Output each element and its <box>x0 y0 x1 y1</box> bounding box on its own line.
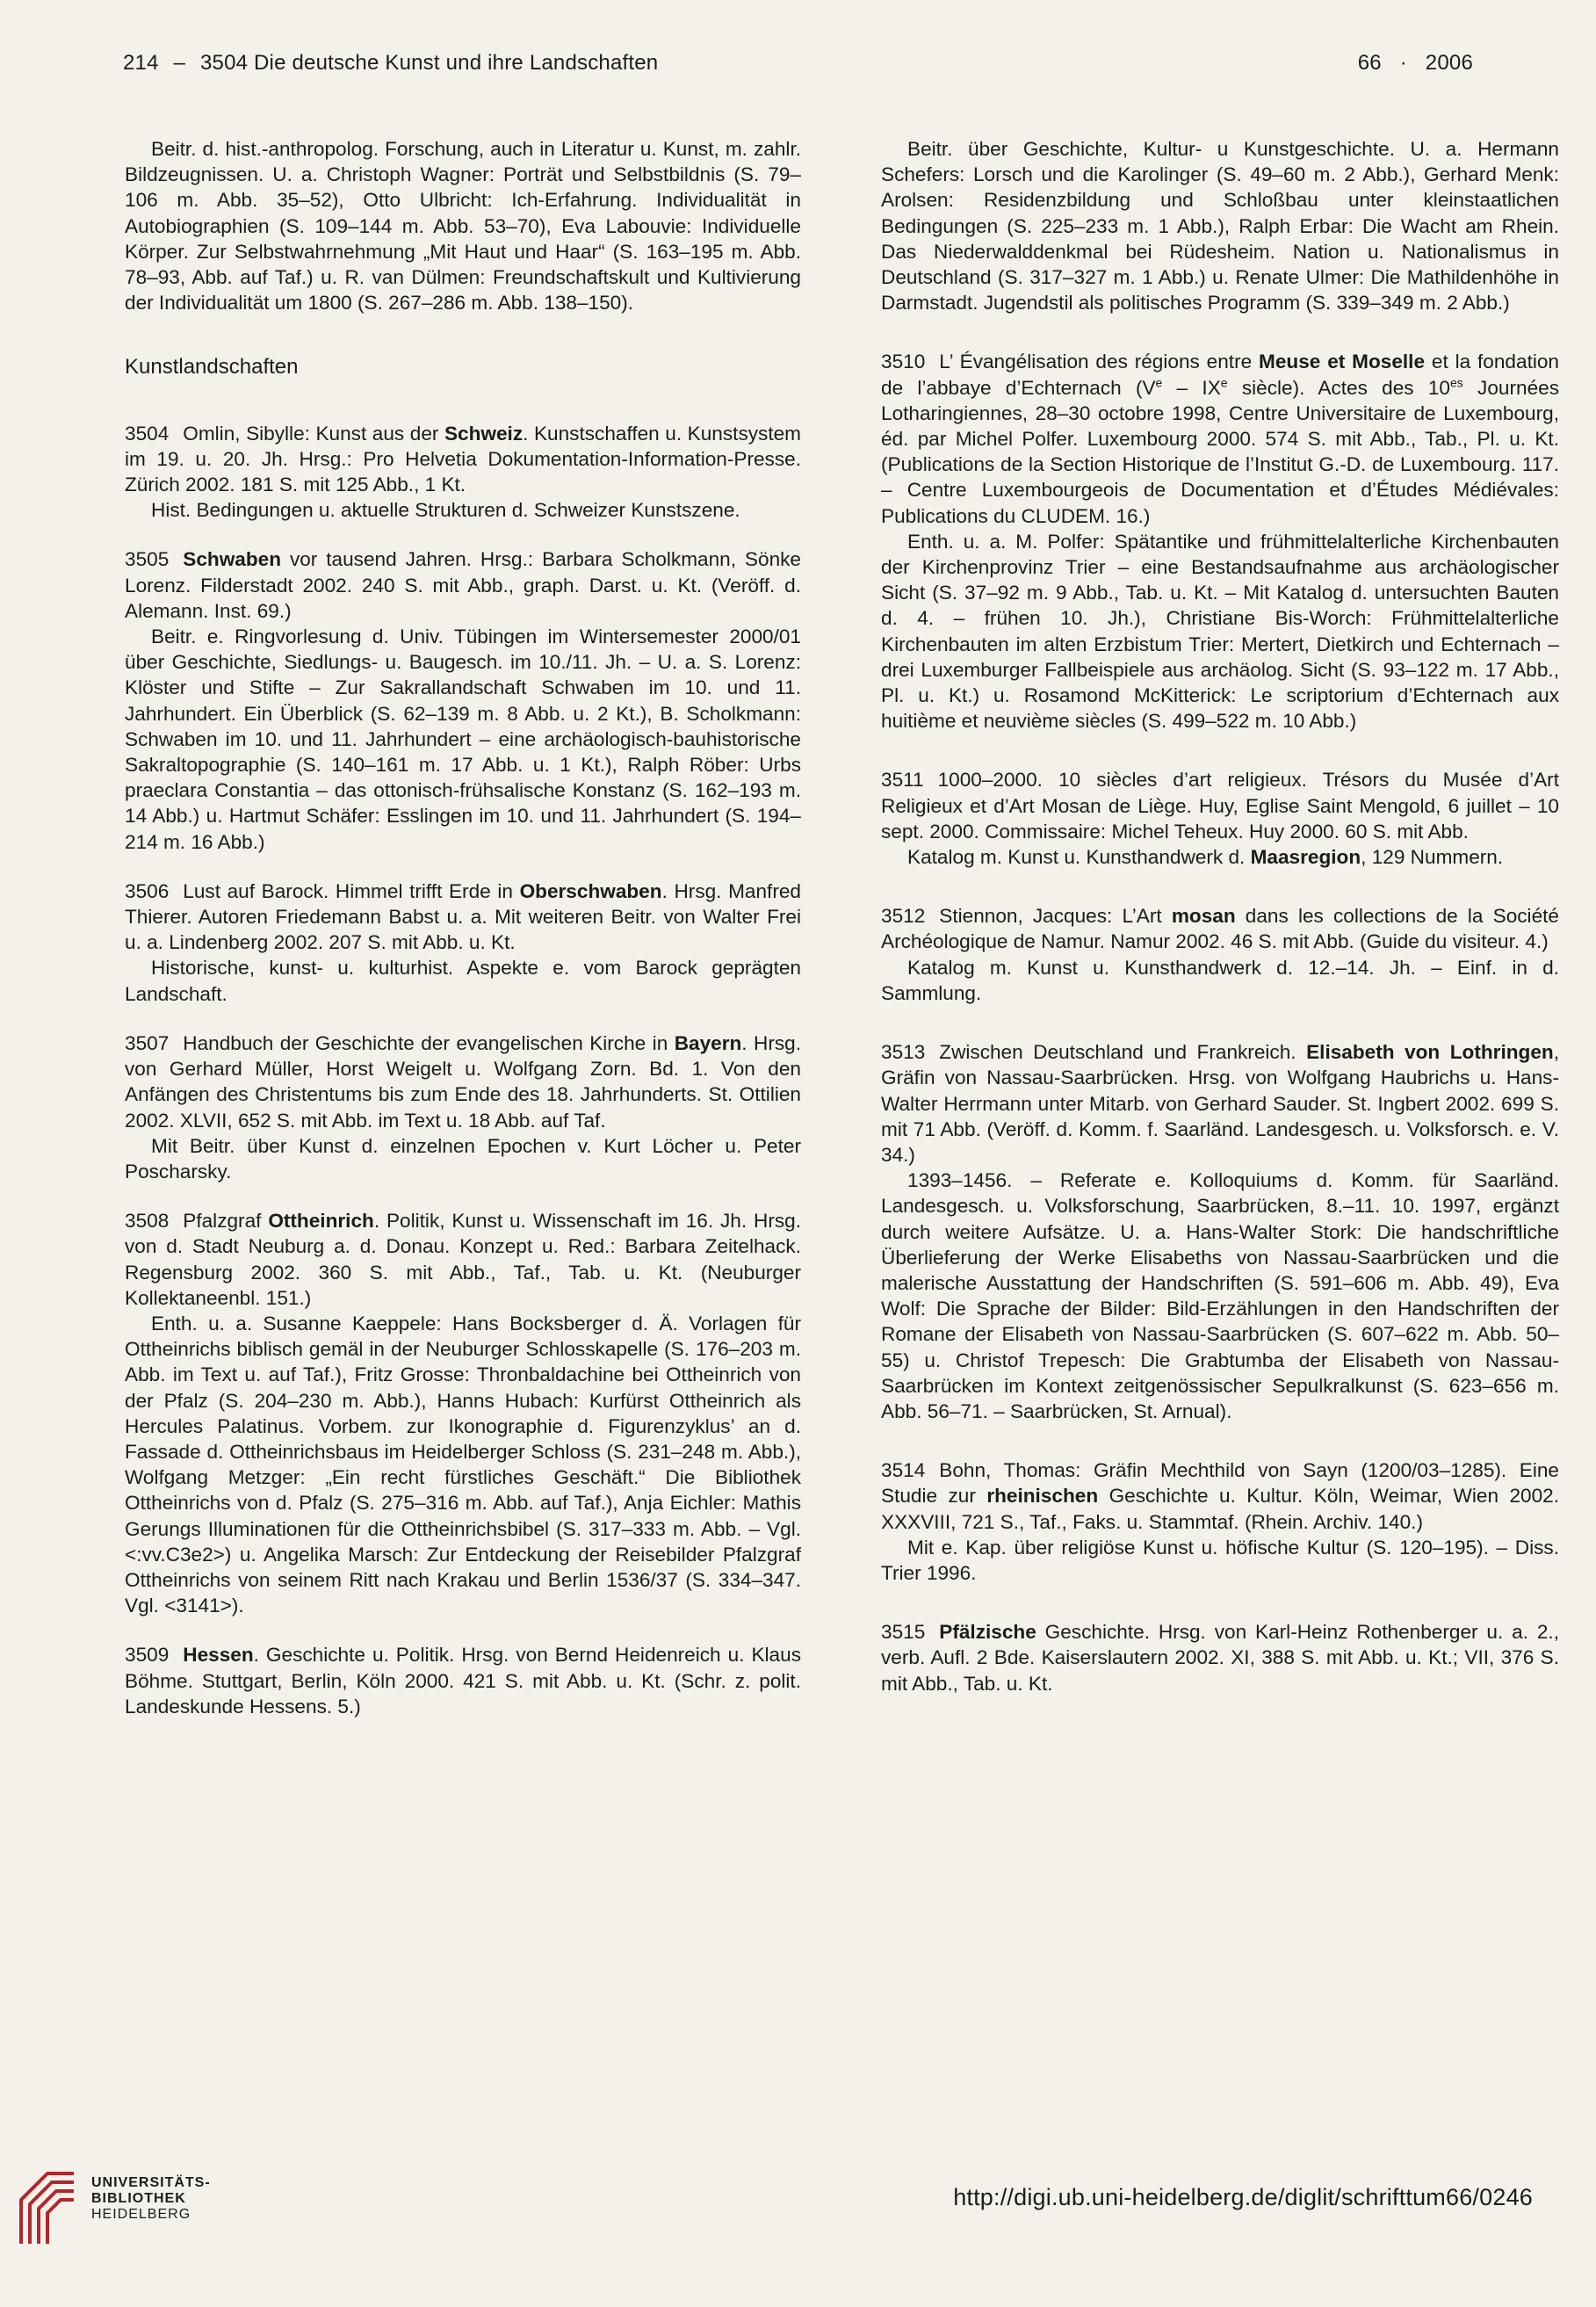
entry-number: 3508 <box>125 1210 170 1233</box>
entry-citation <box>125 421 801 498</box>
entry-citation <box>881 767 1559 844</box>
citation-text: 1000–2000. 10 siècles d’art religieux. Trésors du Musée d’Art Religieux et d’Art Mosan de Liège. Huy, Eglise Saint Mengold, 6 juillet – 10 sept. 2000. Commissaire: Michel Teheux. Huy 2000. 60 S. mit Abb. <box>881 769 1559 843</box>
annotation-text: Katalog m. Kunst u. Kunsthandwerk d. <box>907 846 1251 869</box>
citation-text: Omlin, Sibylle: Kunst aus der <box>183 422 444 445</box>
entry-number: 3509 <box>125 1644 170 1667</box>
entry-3508 <box>125 1208 801 1618</box>
citation-text: Zwischen Deutschland und Frankreich. <box>939 1041 1307 1064</box>
citation-text: . Kunstschaffen u. Kunstsystem im 19. u. 20. Jh. Hrsg.: Pro Helvetia Dokumentation-Information-Presse. Zürich 2002. 181 S. mit 125 Abb., 1 Kt. <box>125 422 801 496</box>
entry-citation <box>881 349 1559 528</box>
entry-number: 3504 <box>125 422 170 445</box>
keyword: Maasregion <box>1250 846 1361 869</box>
entry-number: 3507 <box>125 1031 170 1054</box>
citation-text: . Hrsg. Manfred Thierer. Autoren Friedemann Babst u. a. Mit weiteren Beitr. von Walter Frei u. a. Lindenberg 2002. 207 S. mit Abb. u. Kt. <box>125 879 801 954</box>
library-name-line: BIBLIOTHEK <box>91 2191 186 2206</box>
entry-citation <box>881 1039 1559 1168</box>
entry-3511 <box>881 767 1559 870</box>
entry-number: 3506 <box>125 879 170 902</box>
continued-entry <box>881 136 1559 315</box>
entry-3506 <box>125 879 801 1007</box>
entry-number: 3514 <box>881 1459 926 1482</box>
entry-number: 3505 <box>125 548 170 571</box>
entry-3505 <box>125 546 801 854</box>
volume-number: 66 <box>1357 51 1382 75</box>
entry-number: 3512 <box>881 905 926 928</box>
citation-text: L’ Évangélisation des régions entre <box>939 351 1260 373</box>
citation-text: Geschichte u. Kultur. Köln, Weimar, Wien 2002. XXXVIII, 721 S., Taf., Faks. u. Stammtaf. (Rhein. Archiv. 140.) <box>881 1485 1559 1533</box>
header-right <box>1358 51 1473 76</box>
keyword: Bayern <box>674 1031 742 1054</box>
citation-text: Stiennon, Jacques: L’Art <box>939 905 1172 928</box>
entry-3504 <box>125 421 801 524</box>
citation-text: . Politik, Kunst u. Wissenschaft im 16. Jh. Hrsg. von d. Stadt Neuburg a. d. Donau. Konzept u. Red.: Barbara Zeitelhack. Regensburg 2002. 360 S. mit Abb., Taf., Tab. u. Kt. (Neuburger Kollektaneenbl. 151.) <box>125 1210 801 1309</box>
keyword: Schweiz <box>444 422 524 445</box>
entry-3514 <box>881 1457 1559 1586</box>
source-url-link[interactable]: http://digi.ub.uni-heidelberg.de/diglit/schrifttum66/0246 <box>953 2184 1533 2210</box>
citation-text: Lust auf Barock. Himmel trifft Erde in <box>183 879 520 902</box>
entry-citation <box>881 903 1559 954</box>
entry-annotation <box>881 844 1559 870</box>
entry-number: 3513 <box>881 1041 926 1064</box>
entry-annotation: Hist. Bedingungen u. aktuelle Strukturen d. Schweizer Kunstszene. <box>151 499 740 522</box>
superscript: es <box>1450 375 1463 390</box>
entry-citation <box>125 1208 801 1311</box>
citation-text: . Hrsg. von Gerhard Müller, Horst Weigelt u. Wolfgang Zorn. Bd. 1. Von den Anfängen des Christentums bis zum Ende des 18. Jahrhunderts. St. Ottilien 2002. XLVII, 652 S. mit Abb. im Text u. 18 Abb. auf Taf. <box>125 1031 801 1132</box>
entry-annotation: Mit Beitr. über Kunst d. einzelnen Epochen v. Kurt Löcher u. Peter Poscharsky. <box>125 1134 801 1182</box>
keyword: Meuse et Moselle <box>1259 351 1426 373</box>
entry-3513 <box>881 1039 1559 1424</box>
entry-number: 3510 <box>881 351 926 373</box>
entry-citation <box>125 879 801 956</box>
continued-entry <box>125 136 801 315</box>
keyword: Elisabeth von Lothringen <box>1306 1041 1554 1064</box>
entry-annotation: 1393–1456. – Referate e. Kolloquiums d. Komm. für Saarländ. Landesgesch. u. Volksforschung, Saarbrücken, 8.–11. 10. 1997, ergänzt durch weitere Aufsätze. U. a. Hans-Walter Stork: Die handschriftliche Überlieferung der Werke Elisabeths von Nassau-Saarbrücken und die malerische Ausstattung der Handschriften (S. 591–606 m. Abb. 49), Eva Wolf: Die Sprache der Bilder: Bild-Erzählungen in den Handschriften der Romane der Elisabeth von Nassau-Saarbrücken (S. 607–622 m. Abb. 50–55) u. Christof Trepesch: Die Grabtumba der Elisabeth von Nassau-Saarbrücken im Kontext zeitgenössischer Sepulkralkunst (S. 623–656 m. Abb. 56–71. – Saarbrücken, St. Arnual). <box>881 1169 1559 1422</box>
superscript: e <box>1220 375 1228 390</box>
citation-text: vor tausend Jahren. Hrsg.: Barbara Scholkmann, Sönke Lorenz. Filderstadt 2002. 240 S. mit Abb., graph. Darst. u. Kt. (Veröff. d. Alemann. Inst. 69.) <box>125 548 801 622</box>
entry-annotation: Katalog m. Kunst u. Kunsthandwerk d. 12.–14. Jh. – Einf. in d. Sammlung. <box>881 956 1559 1004</box>
citation-text: Bohn, Thomas: Gräfin Mechthild von Sayn (1200/03–1285). Eine Studie zur <box>881 1459 1559 1508</box>
keyword: Schwaben <box>183 548 282 571</box>
entry-3515 <box>881 1619 1559 1696</box>
entry-3510 <box>881 349 1559 734</box>
entry-annotation: Beitr. über Geschichte, Kultur- u Kunstgeschichte. U. a. Hermann Schefers: Lorsch und die Karolinger (S. 49–60 m. 2 Abb.), Gerhard Menk: Arolsen: Residenzbildung und Schloßbau unter kleinstaatlichen Bedingungen (S. 225–233 m. 1 Abb.), Ralph Erbar: Die Wacht am Rhein. Das Niederwalddenkmal bei Rüdesheim. Nation u. Nationalismus in Deutschland (S. 317–327 m. 1 Abb.) u. Renate Ulmer: Die Mathildenhöhe in Darmstadt. Jugendstil als politisches Programm (S. 339–349 m. 2 Abb.) <box>881 138 1559 315</box>
left-column <box>125 136 801 1743</box>
citation-text: . Geschichte u. Politik. Hrsg. von Bernd Heidenreich u. Klaus Böhme. Stuttgart, Berlin, Köln 2000. 421 S. mit Abb. u. Kt. (Schr. z. polit. Landeskunde Hessens. 5.) <box>125 1644 801 1718</box>
entry-citation <box>125 546 801 624</box>
keyword: Hessen <box>183 1644 254 1667</box>
citation-text: Journées Lotharingiennes, 28–30 octobre 1998, Centre Universitaire de Luxembourg, éd. par Michel Polfer. Luxembourg 2000. 574 S. mit Abb., Tab., Pl. u. Kt. (Publications de la Section Historique de l’Institut G.-D. de Luxembourg. 117. – Centre Luxembourgeois de Documentation et d’Études Médiévales: Publications du CLUDEM. 16.) <box>881 376 1559 527</box>
entry-citation <box>881 1619 1559 1696</box>
right-column <box>881 136 1559 1720</box>
header-left <box>123 51 658 76</box>
entry-citation <box>125 1642 801 1719</box>
keyword: mosan <box>1171 905 1236 928</box>
library-name-line: UNIVERSITÄTS- <box>91 2175 211 2190</box>
page-header <box>123 51 1473 86</box>
entry-number: 3511 <box>881 769 924 792</box>
library-name-line: HEIDELBERG <box>91 2207 191 2222</box>
citation-text: et la fondation de l’abbaye d’Echternach (V <box>881 351 1559 399</box>
entry-citation <box>881 1457 1559 1535</box>
entry-number: 3515 <box>881 1621 926 1644</box>
citation-text: Geschichte. Hrsg. von Karl-Heinz Rothenberger u. a. 2., verb. Aufl. 2 Bde. Kaiserslautern 2002. XI, 388 S. mit Abb. u. Kt.; VII, 376 S. mit Abb., Tab. u. Kt. <box>881 1621 1559 1695</box>
citation-text: dans les collections de la Société Archéologique de Namur. Namur 2002. 46 S. mit Abb. (Guide du visiteur. 4.) <box>881 905 1559 953</box>
header-dash: – <box>173 51 186 75</box>
year: 2006 <box>1425 51 1473 75</box>
keyword: Pfälzische <box>939 1621 1036 1644</box>
citation-text: , Gräfin von Nassau-Saarbrücken. Hrsg. von Wolfgang Haubrichs u. Hans-Walter Herrmann unter Mitarb. von Gerhard Sauder. St. Ingbert 2002. 699 S. mit 71 Abb. (Veröff. d. Komm. f. Saarländ. Landesgesch. u. Volksforsch. e. V. 34.) <box>881 1041 1560 1166</box>
library-name <box>91 2175 211 2223</box>
annotation-text: , 129 Nummern. <box>1361 846 1504 869</box>
entry-3512 <box>881 903 1559 1006</box>
citation-text: Handbuch der Geschichte der evangelischen Kirche in <box>183 1031 675 1054</box>
section-title: Kunstlandschaften <box>125 355 299 380</box>
entry-3509 <box>125 1642 801 1719</box>
citation-text: – IX <box>1162 376 1221 399</box>
superscript: e <box>1155 375 1163 390</box>
entry-annotation: Historische, kunst- u. kulturhist. Aspekte e. vom Barock geprägten Landschaft. <box>125 957 801 1005</box>
entry-annotation: Enth. u. a. M. Polfer: Spätantike und frühmittelalterliche Kirchenbauten der Kirchenprovinz Trier – eine Bestandsaufnahme aus archäologischer Sicht (S. 37–92 m. 9 Abb., Tab. u. Kt. – Mit Katalog d. untersuchten Bauten d. 4. – frühen 10. Jh.), Christiane Bis-Worch: Frühmittelalterliche Kirchenbauten im alten Erzbistum Trier: Mertert, Dietkirch und Echternach – drei Luxemburger Fallbeispiele aus archäolog. Sicht (S. 93–122 m. 17 Abb., Pl. u. Kt.) u. Rosamond McKitterick: Le scriptorium d’Echternach aux huitième et neuvième siècles (S. 499–522 m. 10 Abb.) <box>881 530 1559 733</box>
entry-citation <box>125 1031 801 1133</box>
page-number: 214 <box>123 51 159 75</box>
section-heading: 3504 Die deutsche Kunst und ihre Landschaften <box>199 51 659 75</box>
citation-text: siècle). Actes des 10 <box>1227 376 1450 399</box>
library-emblem-icon <box>12 2165 83 2253</box>
entry-3507 <box>125 1031 801 1184</box>
keyword: rheinischen <box>986 1485 1099 1508</box>
entry-annotation: Mit e. Kap. über religiöse Kunst u. höfische Kultur (S. 120–195). – Diss. Trier 1996. <box>881 1536 1559 1584</box>
keyword: Oberschwaben <box>519 879 662 902</box>
entry-annotation: Beitr. d. hist.-anthropolog. Forschung, auch in Literatur u. Kunst, m. zahlr. Bildzeugnissen. U. a. Christoph Wagner: Porträt und Selbstbildnis (S. 79–106 m. Abb. 35–52), Otto Ulbricht: Ich-Erfahrung. Individualität in Autobiographien (S. 109–144 m. Abb. 53–70), Eva Labouvie: Individuelle Körper. Zur Selbstwahrnehmung „Mit Haut und Haar“ (S. 163–195 m. Abb. 78–93, Abb. auf Taf.) u. R. van Dülmen: Freundschaftskult und Kultivierung der Individualität um 1800 (S. 267–286 m. Abb. 138–150). <box>125 138 801 315</box>
citation-text: Pfalzgraf <box>183 1210 269 1233</box>
keyword: Ottheinrich <box>268 1210 374 1233</box>
entry-annotation: Beitr. e. Ringvorlesung d. Univ. Tübingen im Wintersemester 2000/01 über Geschichte, Siedlungs- u. Baugesch. im 10./11. Jh. – U. a. S. Lorenz: Klöster und Stifte – Zur Sakrallandschaft Schwaben im 10. und 11. Jahrhundert. Ein Überblick (S. 62–139 m. 8 Abb. u. 2 Kt.), B. Scholkmann: Schwaben im 10. und 11. Jahrhundert – eine archäologisch-bauhistorische Sakraltopographie (S. 140–161 m. 17 Abb. u. 1 Kt.), Ralph Röber: Urbs praeclara Constantia – das ottonisch-frühsalische Konstanz (S. 162–193 m. 14 Abb.) u. Hartmut Schäfer: Esslingen im 10. und 11. Jahrhundert (S. 194–214 m. 16 Abb.) <box>125 626 801 853</box>
library-logo[interactable] <box>12 2165 223 2261</box>
header-dot: · <box>1399 51 1407 75</box>
entry-annotation: Enth. u. a. Susanne Kaeppele: Hans Bocksberger d. Ä. Vorlagen für Ottheinrichs biblisch gemäl in der Neuburger Schlosskapelle (S. 176–203 m. Abb. im Text u. auf Taf.), Fritz Grosse: Thronbaldachine bei Ottheinrich von der Pfalz (S. 204–230 m. Abb.), Hanns Hubach: Kurfürst Ottheinrich als Hercules Palatinus. Vorbem. zur Ikonographie d. Figurenzyklus’ an d. Fassade d. Ottheinrichsbaus im Heidelberger Schloss (S. 231–248 m. Abb.), Wolfgang Metzger: „Ein recht fürstliches Geschäft.“ Die Bibliothek Ottheinrichs von d. Pfalz (S. 275–316 m. Abb. auf Taf.), Anja Eichler: Mathis Gerungs Illuminationen für die Ottheinrichsbibel (S. 317–333 m. Abb. – Vgl. <:vv.C3e2>) u. Angelika Marsch: Zur Entdeckung der Reisebilder Pfalzgraf Ottheinrichs von seinem Ritt nach Krakau und Berlin 1536/37 (S. 334–347. Vgl. <3141>). <box>125 1312 801 1617</box>
